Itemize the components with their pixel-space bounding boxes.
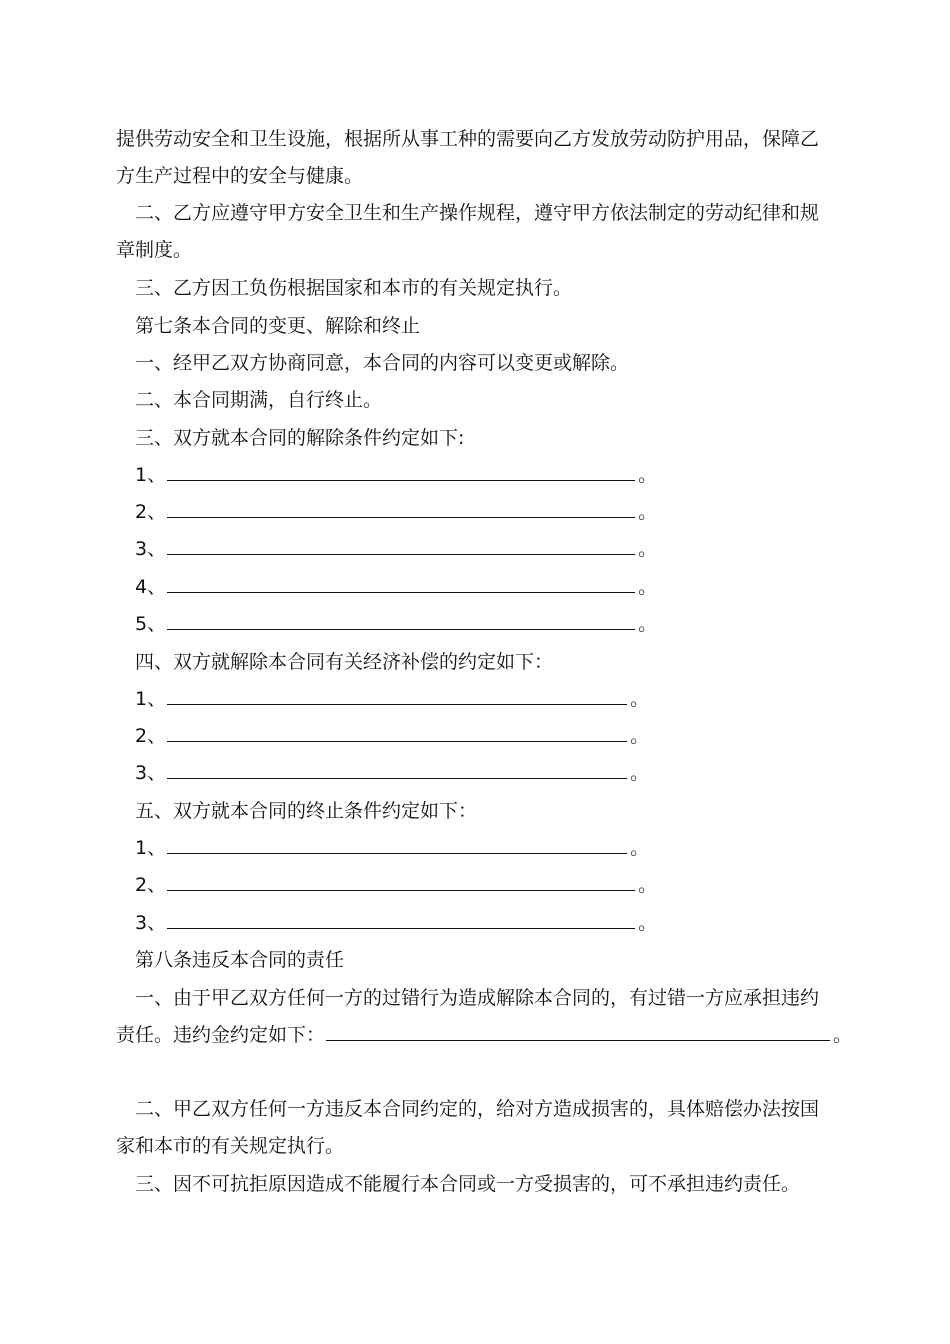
item-period: 。 [630, 837, 650, 859]
item-number: 4、 [135, 576, 167, 598]
paragraph-line: 一、经甲乙双方协商同意，本合同的内容可以变更或解除。 [135, 352, 630, 374]
paragraph-line [116, 1023, 852, 1047]
item-period: 。 [630, 725, 650, 747]
paragraph-line: 章制度。 [116, 239, 193, 261]
item-number: 3、 [135, 912, 167, 934]
item-number: 2、 [135, 725, 167, 747]
blank-item [135, 612, 657, 636]
paragraph-line: 二、本合同期满，自行终止。 [135, 389, 383, 411]
paragraph-line: 二、甲乙双方任何一方违反本合同约定的，给对方造成损害的，具体赔偿办法按国 [135, 1098, 820, 1120]
blank-line[interactable] [167, 500, 635, 518]
item-number: 3、 [135, 762, 167, 784]
blank-item [135, 836, 649, 860]
item-period: 。 [638, 613, 658, 635]
article-7-heading: 第七条本合同的变更、解除和终止 [135, 315, 421, 337]
blank-item [135, 911, 657, 935]
blank-line[interactable] [167, 575, 635, 593]
blank-item [135, 687, 649, 711]
blank-line[interactable] [167, 463, 635, 481]
blank-line[interactable] [167, 612, 635, 630]
item-number: 5、 [135, 613, 167, 635]
item-number: 2、 [135, 874, 167, 896]
blank-item [135, 537, 657, 561]
item-number: 3、 [135, 538, 167, 560]
blank-item [135, 500, 657, 524]
item-period: 。 [833, 1024, 853, 1046]
item-number: 1、 [135, 688, 167, 710]
item-period: 。 [638, 874, 658, 896]
item-period: 。 [638, 501, 658, 523]
blank-line[interactable] [326, 1023, 830, 1041]
paragraph-line: 方生产过程中的安全与健康。 [116, 165, 364, 187]
blank-line[interactable] [167, 873, 635, 891]
blank-line[interactable] [167, 911, 635, 929]
item-number: 2、 [135, 501, 167, 523]
blank-line[interactable] [167, 687, 627, 705]
paragraph-line: 三、双方就本合同的解除条件约定如下: [135, 427, 465, 449]
blank-item [135, 575, 657, 599]
paragraph-line: 五、双方就本合同的终止条件约定如下： [135, 800, 478, 822]
paragraph-line: 二、乙方应遵守甲方安全卫生和生产操作规程，遵守甲方依法制定的劳动纪律和规 [135, 202, 820, 224]
paragraph-line: 家和本市的有关规定执行。 [116, 1135, 345, 1157]
blank-line[interactable] [167, 761, 627, 779]
item-period: 。 [638, 912, 658, 934]
blank-line[interactable] [167, 836, 627, 854]
paragraph-line: 一、由于甲乙双方任何一方的过错行为造成解除本合同的，有过错一方应承担违约 [135, 987, 820, 1009]
paragraph-line: 三、因不可抗拒原因造成不能履行本合同或一方受损害的，可不承担违约责任。 [135, 1173, 801, 1195]
blank-item [135, 724, 649, 748]
item-period: 。 [630, 688, 650, 710]
blank-line[interactable] [167, 537, 635, 555]
blank-item [135, 463, 657, 487]
blank-item [135, 761, 649, 785]
paragraph-text: 责任。违约金约定如下： [116, 1024, 326, 1046]
item-period: 。 [638, 538, 658, 560]
blank-item [135, 873, 657, 897]
item-number: 1、 [135, 837, 167, 859]
paragraph-line: 三、乙方因工负伤根据国家和本市的有关规定执行。 [135, 277, 573, 299]
article-8-heading: 第八条违反本合同的责任 [135, 949, 345, 971]
item-number: 1、 [135, 464, 167, 486]
item-period: 。 [638, 576, 658, 598]
item-period: 。 [638, 464, 658, 486]
item-period: 。 [630, 762, 650, 784]
paragraph-line: 提供劳动安全和卫生设施，根据所从事工种的需要向乙方发放劳动防护用品，保障乙 [116, 128, 820, 150]
blank-line[interactable] [167, 724, 627, 742]
paragraph-line: 四、双方就解除本合同有关经济补偿的约定如下： [135, 651, 554, 673]
